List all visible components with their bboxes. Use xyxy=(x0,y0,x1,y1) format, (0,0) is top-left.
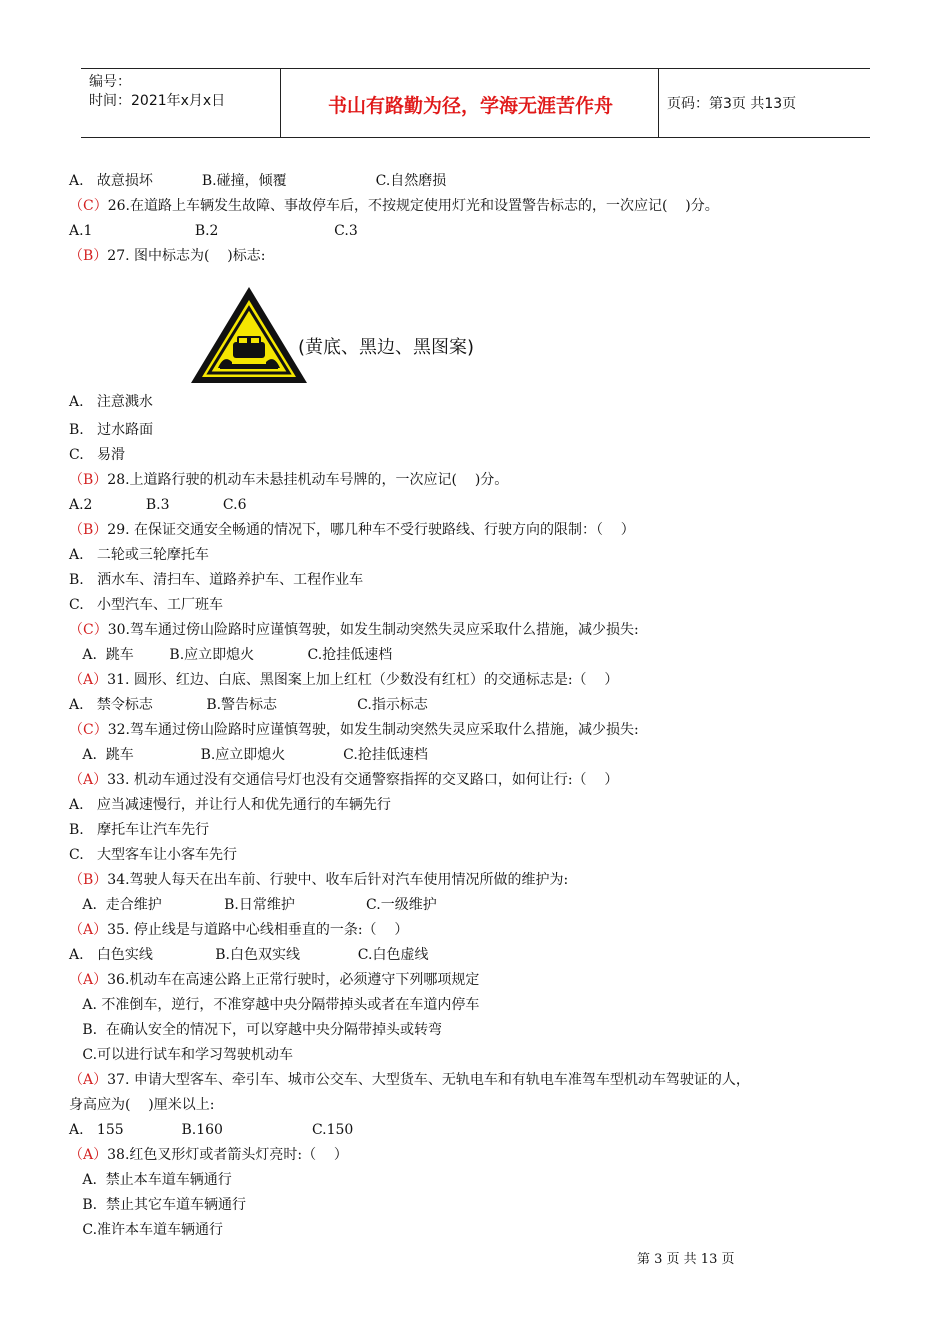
line-text: 34.驾驶人每天在出车前、行驶中、收车后针对汽车使用情况所做的维护为: xyxy=(107,872,569,888)
option-line xyxy=(69,1196,246,1214)
line-text: C.准许本车道车辆通行 xyxy=(69,1222,224,1238)
line-text: 30.驾车通过傍山险路时应谨慎驾驶，如发生制动突然失灵应采取什么措施，减少损失: xyxy=(107,622,639,638)
line-text: C. 小型汽车、工厂班车 xyxy=(69,597,224,613)
question-line xyxy=(69,1146,348,1164)
line-text: A. 走合维护 B.日常维护 C.一级维护 xyxy=(69,897,437,913)
line-text: 37. 申请大型客车、牵引车、城市公交车、大型货车、无轨电车和有轨电车准驾车型机动车驾驶证的人， xyxy=(107,1072,750,1088)
answer-mark: （A） xyxy=(69,972,108,988)
line-text: 28.上道路行驶的机动车未悬挂机动车号牌的，一次应记( )分。 xyxy=(107,472,509,488)
answer-mark: （C） xyxy=(69,722,108,738)
line-text: B. 洒水车、清扫车、道路养护车、工程作业车 xyxy=(69,572,364,588)
line-text: 38.红色叉形灯或者箭头灯亮时:（ ） xyxy=(107,1147,348,1163)
option-line xyxy=(69,696,428,714)
option-line xyxy=(69,1171,232,1189)
line-text: 36.机动车在高速公路上正常行驶时，必须遵守下列哪项规定 xyxy=(107,972,480,988)
question-line xyxy=(69,921,408,939)
line-text: A. 跳车 B.应立即熄火 C.抢挂低速档 xyxy=(69,647,393,663)
page-footer: 第 3 页 共 13 页 xyxy=(637,1252,735,1267)
question-line xyxy=(69,771,618,789)
line-text: A. 应当减速慢行，并让行人和优先通行的车辆先行 xyxy=(69,797,391,813)
line-text: 29. 在保证交通安全畅通的情况下，哪几种车不受行驶路线、行驶方向的限制：（ ） xyxy=(107,522,635,538)
option-line xyxy=(69,222,358,240)
option-line xyxy=(69,571,363,589)
line-text: C. 大型客车让小客车先行 xyxy=(69,847,238,863)
line-text: A. 白色实线 B.白色双实线 C.白色虚线 xyxy=(69,947,429,963)
option-line xyxy=(69,393,153,411)
question-line xyxy=(69,1071,750,1089)
header-left xyxy=(89,73,225,111)
line-text: 31. 圆形、红边、白底、黑图案上加上红杠（少数没有红杠）的交通标志是:（ ） xyxy=(107,672,619,688)
option-line xyxy=(69,1096,214,1114)
line-text: A.2 B.3 C.6 xyxy=(69,497,247,513)
answer-mark: （A） xyxy=(69,1147,108,1163)
option-line xyxy=(69,821,209,839)
answer-mark: （A） xyxy=(69,772,108,788)
answer-mark: （C） xyxy=(69,198,108,214)
answer-mark: （B） xyxy=(69,248,108,264)
question-line xyxy=(69,471,508,489)
line-text: A.1 B.2 C.3 xyxy=(69,223,358,239)
question-line xyxy=(69,247,265,265)
answer-mark: （B） xyxy=(69,522,108,538)
line-text: B. 禁止其它车道车辆通行 xyxy=(69,1197,246,1213)
question-line xyxy=(69,521,635,539)
date-label: 时间：2021年x月x日 xyxy=(89,93,226,109)
question-line xyxy=(69,671,618,689)
option-line xyxy=(69,946,428,964)
question-line xyxy=(69,621,639,639)
option-line xyxy=(69,1221,223,1239)
answer-mark: （B） xyxy=(69,472,108,488)
answer-mark: （B） xyxy=(69,872,108,888)
serial-label: 编号： xyxy=(89,74,131,90)
sign-caption: (黄底、黑边、黑图案) xyxy=(298,337,475,358)
answer-mark: （A） xyxy=(69,672,108,688)
line-text: 26.在道路上车辆发生故障、事故停车后，不按规定使用灯光和设置警告标志的，一次应记( )分。 xyxy=(107,198,719,214)
question-line xyxy=(69,197,719,215)
option-line xyxy=(69,1121,353,1139)
line-text: A. 跳车 B.应立即熄火 C.抢挂低速档 xyxy=(69,747,428,763)
question-line xyxy=(69,721,639,739)
header-table xyxy=(81,68,870,138)
option-line xyxy=(69,172,446,190)
answer-mark: （A） xyxy=(69,922,108,938)
option-line xyxy=(69,896,437,914)
line-text: C.可以进行试车和学习驾驶机动车 xyxy=(69,1047,294,1063)
option-line xyxy=(69,796,391,814)
option-line xyxy=(69,646,392,664)
line-text: B. 摩托车让汽车先行 xyxy=(69,822,210,838)
line-text: 35. 停止线是与道路中心线相垂直的一条:（ ） xyxy=(107,922,409,938)
option-line xyxy=(69,421,153,439)
line-text: A. 禁止本车道车辆通行 xyxy=(69,1172,232,1188)
line-text: 33. 机动车通过没有交通信号灯也没有交通警察指挥的交叉路口，如何让行:（ ） xyxy=(107,772,619,788)
line-text: A. 二轮或三轮摩托车 xyxy=(69,547,209,563)
option-line xyxy=(69,746,428,764)
answer-mark: （A） xyxy=(69,1072,108,1088)
motto: 书山有路勤为径，学海无涯苦作舟 xyxy=(327,95,613,117)
line-text: A. 故意损坏 B.碰撞，倾覆 C.自然磨损 xyxy=(69,173,447,189)
line-text: 27. 图中标志为( )标志: xyxy=(107,248,266,264)
line-text: 身高应为( )厘米以上: xyxy=(69,1097,215,1113)
option-line xyxy=(69,546,209,564)
line-text: A. 不准倒车，逆行，不准穿越中央分隔带掉头或者在车道内停车 xyxy=(69,997,480,1013)
option-line xyxy=(69,596,223,614)
answer-mark: （C） xyxy=(69,622,108,638)
line-text: B. 过水路面 xyxy=(69,422,154,438)
line-text: A. 禁令标志 B.警告标志 C.指示标志 xyxy=(69,697,428,713)
option-line xyxy=(69,1021,442,1039)
page-number: 页码：第3页 共13页 xyxy=(667,96,797,112)
option-line xyxy=(69,996,479,1014)
water-splash-warning-sign-icon xyxy=(188,284,310,386)
line-text: B. 在确认安全的情况下，可以穿越中央分隔带掉头或转弯 xyxy=(69,1022,442,1038)
line-text: C. 易滑 xyxy=(69,447,126,463)
line-text: 32.驾车通过傍山险路时应谨慎驾驶，如发生制动突然失灵应采取什么措施，减少损失: xyxy=(107,722,639,738)
option-line xyxy=(69,446,125,464)
line-text: A. 注意溅水 xyxy=(69,394,153,410)
question-line xyxy=(69,971,479,989)
option-line xyxy=(69,1046,293,1064)
line-text: A. 155 B.160 C.150 xyxy=(69,1122,354,1138)
option-line xyxy=(69,496,247,514)
option-line xyxy=(69,846,237,864)
question-line xyxy=(69,871,568,889)
